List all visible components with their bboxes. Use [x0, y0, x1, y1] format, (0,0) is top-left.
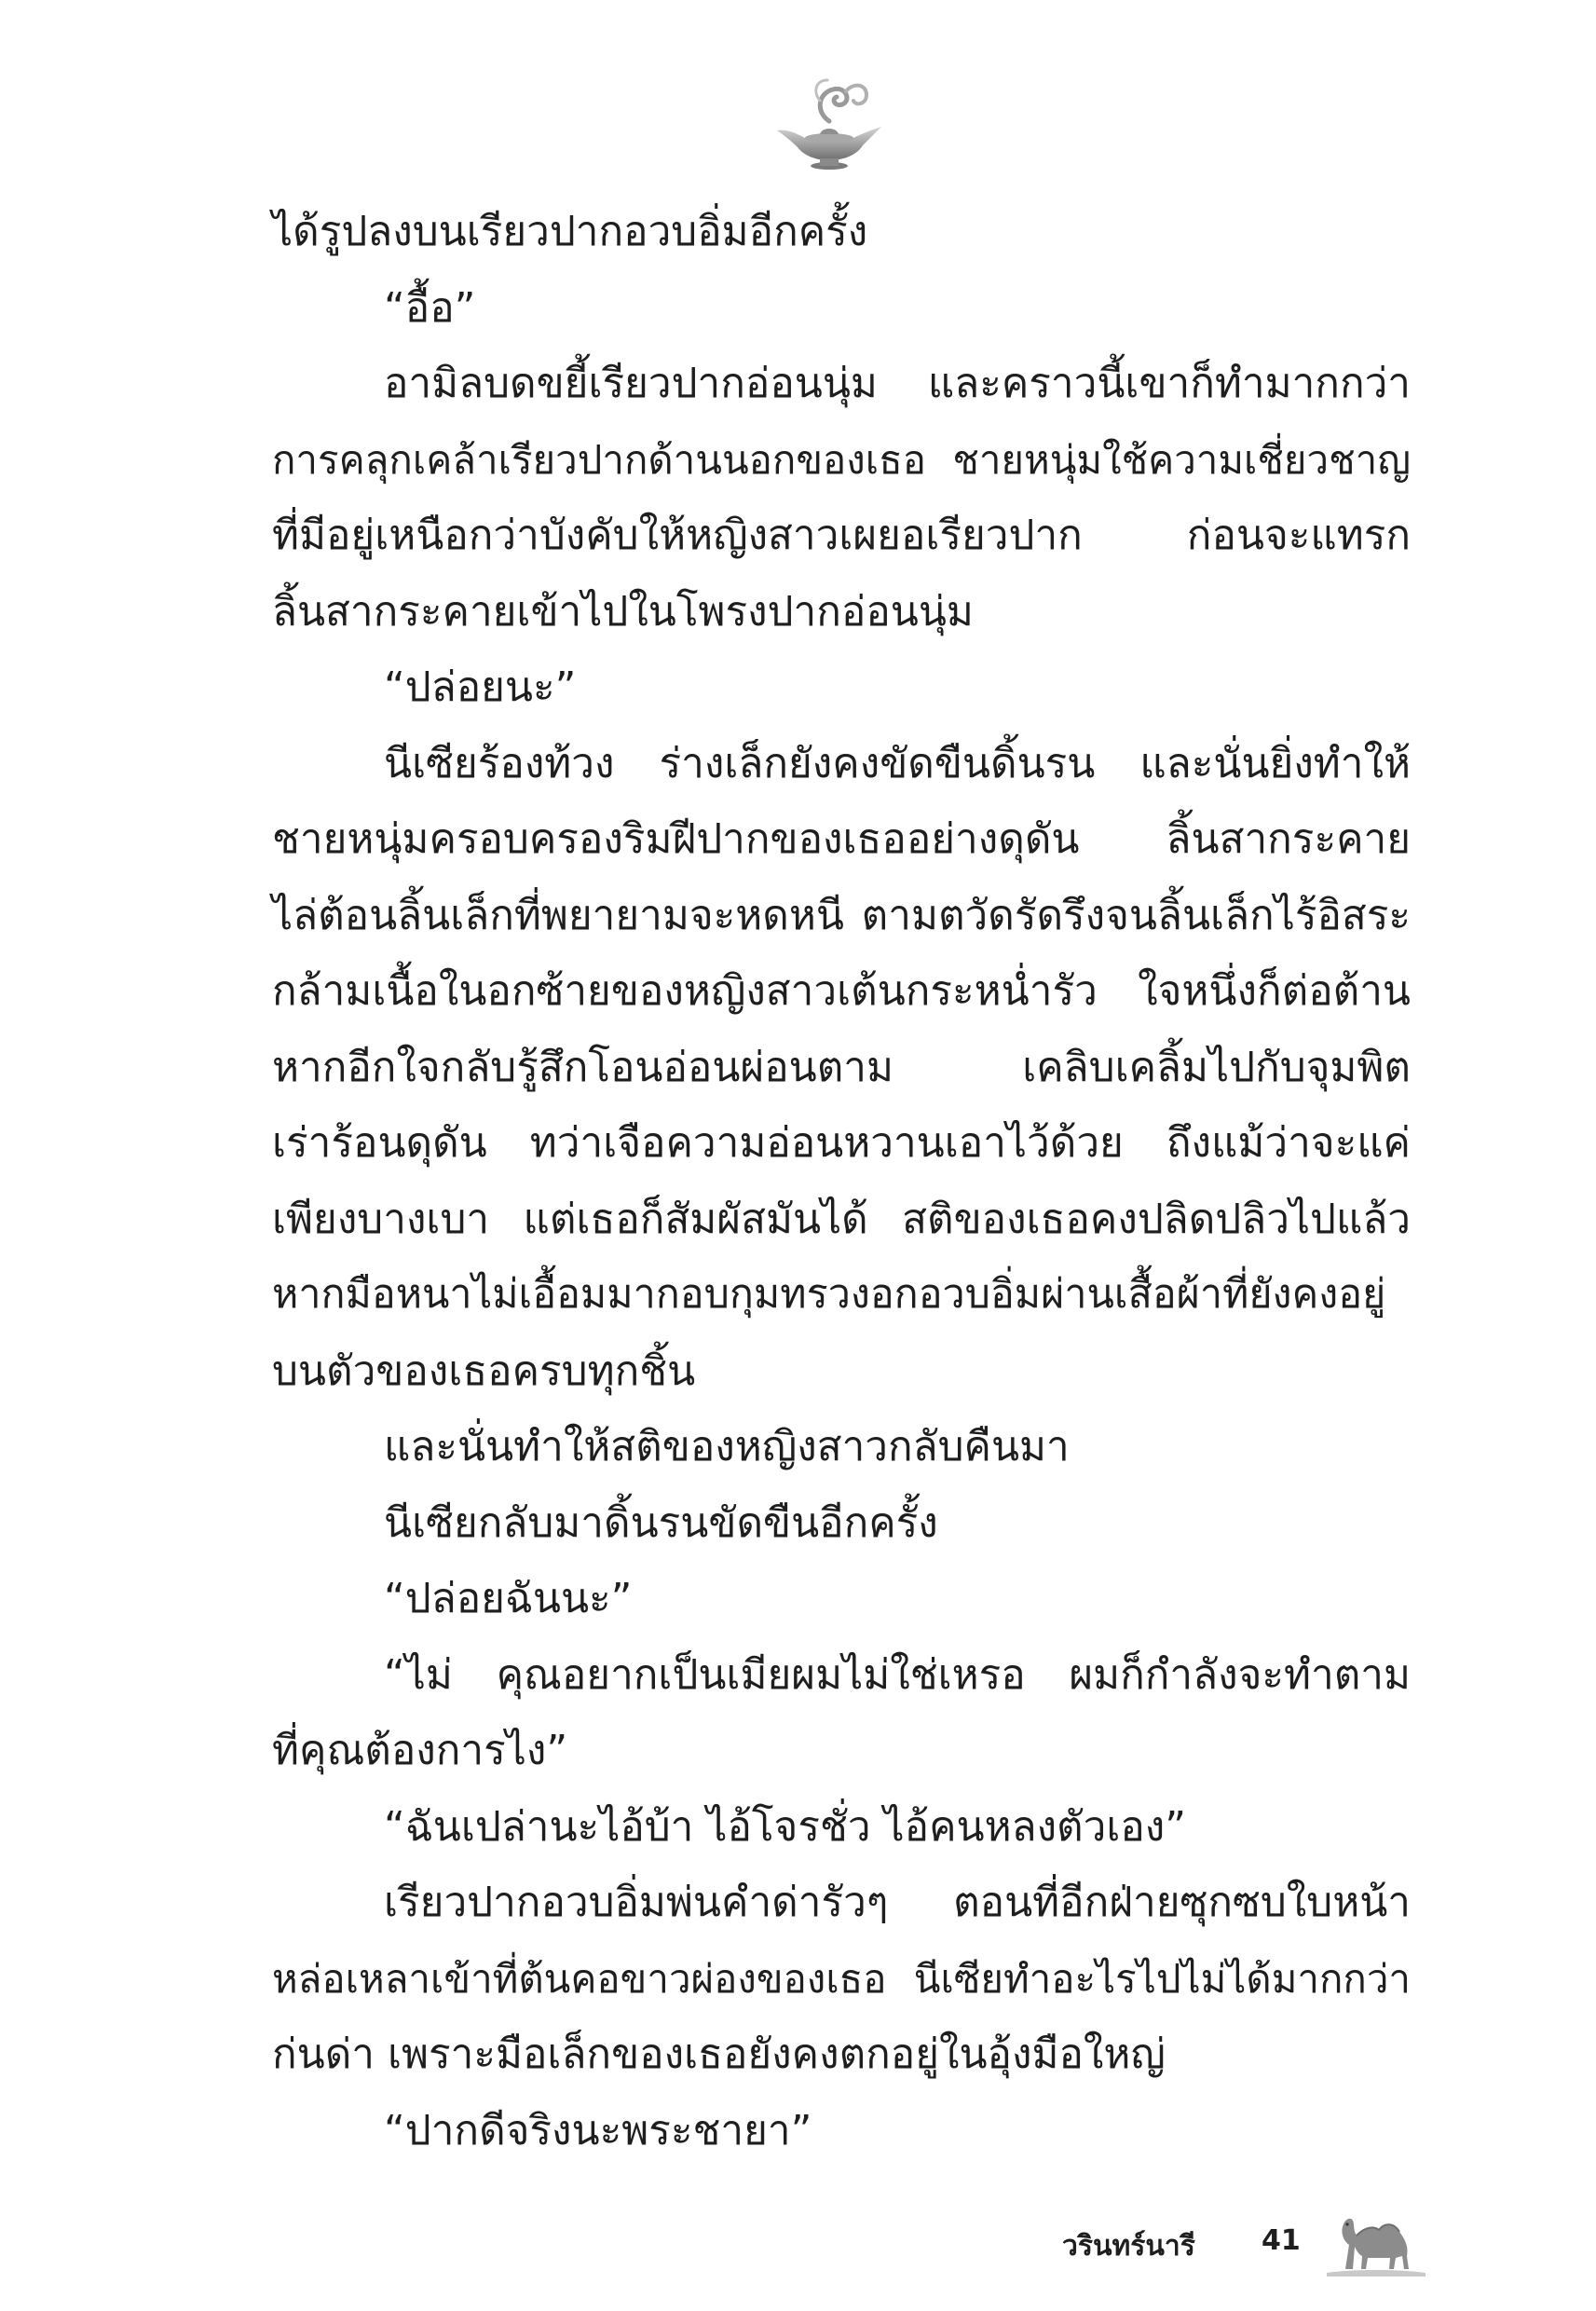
text-line: ที่มีอยู่เหนือกว่าบังคับให้หญิงสาวเผยอเรียวปาก ก่อนจะแทรก: [272, 512, 1411, 559]
text-line: ลิ้นสากระคายเข้าไปในโพรงปากอ่อนนุ่ม: [272, 587, 974, 636]
body-text: [272, 194, 1411, 2168]
text-line: เพียงบางเบา แต่เธอก็สัมผัสมันได้ สติของเธอคงปลิดปลิวไปแล้ว: [272, 1195, 1411, 1243]
text-line: หากอีกใจกลับรู้สึกโอนอ่อนผ่อนตาม เคลิบเคลิ้มไปกับจุมพิต: [272, 1043, 1411, 1091]
text-line: ไล่ต้อนลิ้นเล็กที่พยายามจะหดหนี ตามตวัดรัดรึงจนลิ้นเล็กไร้อิสระ: [272, 891, 1411, 939]
text-line: นีเซียกลับมาดิ้นรนขัดขืนอีกครั้ง: [384, 1498, 938, 1547]
camel-icon: [1325, 2204, 1427, 2278]
text-line: อามิลบดขยี้เรียวปากอ่อนนุ่ม และคราวนี้เขาก็ทำมากกว่า: [384, 360, 1411, 407]
text-line: “ปล่อยนะ”: [384, 663, 577, 711]
text-line: ได้รูปลงบนเรียวปากอวบอิ่มอีกครั้ง: [272, 208, 868, 255]
text-line: หากมือหนาไม่เอื้อมมากอบกุมทรวงอกอวบอิ่มผ่านเสื้อผ้าที่ยังคงอยู่: [272, 1271, 1386, 1318]
text-line: ก่นด่า เพราะมือเล็กของเธอยังคงตกอยู่ในอุ้งมือใหญ่: [272, 2031, 1166, 2078]
text-line: “ปากดีจริงนะพระชายา”: [384, 2106, 812, 2154]
book-title: วรินทร์นารี: [1062, 2230, 1195, 2263]
text-line: การคลุกเคล้าเรียวปากด้านนอกของเธอ ชายหนุ่มใช้ความเชี่ยวชาญ: [272, 436, 1411, 483]
text-line: เรียวปากอวบอิ่มพ่นคำด่ารัวๆ ตอนที่อีกฝ่ายซุกซบใบหน้า: [384, 1879, 1411, 1926]
text-line: นีเซียร้องท้วง ร่างเล็กยังคงขัดขืนดิ้นรน และนั่นยิ่งทำให้: [384, 739, 1411, 787]
genie-lamp-icon: [764, 73, 894, 175]
page-number: 41: [1262, 2224, 1301, 2257]
text-line: ที่คุณต้องการไง”: [272, 1727, 568, 1774]
text-line: “ฉันเปล่านะไอ้บ้า ไอ้โจรชั่ว ไอ้คนหลงตัวเอง”: [384, 1802, 1187, 1851]
text-line: ชายหนุ่มครอบครองริมฝีปากของเธออย่างดุดัน ลิ้นสากระคาย: [272, 815, 1411, 863]
text-line: กล้ามเนื้อในอกซ้ายของหญิงสาวเต้นกระหน่ำรัว ใจหนึ่งก็ต่อต้าน: [272, 967, 1411, 1015]
text-line: และนั่นทำให้สติของหญิงสาวกลับคืนมา: [384, 1423, 1070, 1470]
text-line: หล่อเหลาเข้าที่ต้นคอขาวผ่องของเธอ นีเซียทำอะไรไปไม่ได้มากกว่า: [272, 1955, 1411, 2002]
text-line: เร่าร้อนดุดัน ทว่าเจือความอ่อนหวานเอาไว้ด้วย ถึงแม้ว่าจะแค่: [272, 1119, 1411, 1167]
text-line: “อื้อ”: [384, 283, 476, 332]
text-line: “ไม่ คุณอยากเป็นเมียผมไม่ใช่เหรอ ผมก็กำลังจะทำตาม: [384, 1650, 1411, 1699]
text-line: บนตัวของเธอครบทุกชิ้น: [272, 1347, 696, 1395]
page-footer: [1062, 2204, 1435, 2288]
text-line: “ปล่อยฉันนะ”: [384, 1575, 633, 1622]
